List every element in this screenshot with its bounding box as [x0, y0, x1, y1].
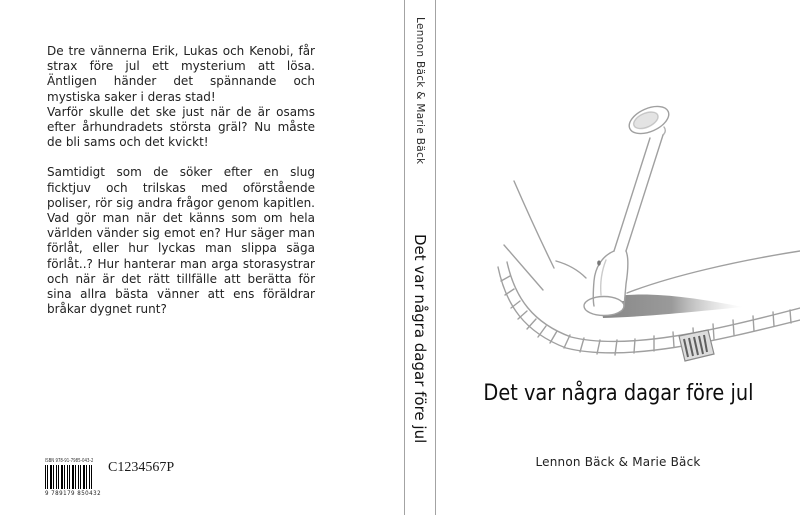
boot-rivet: [597, 260, 601, 265]
base-mound-line: [556, 261, 586, 278]
front-authors: Lennon Bäck & Marie Bäck: [535, 455, 701, 469]
spine-title: Det var några dagar före jul: [411, 234, 429, 444]
back-cover-blurb: [47, 44, 315, 317]
product-code: C1234567P: [108, 460, 175, 475]
post-head: [625, 101, 673, 139]
front-title: Det var några dagar före jul: [482, 381, 754, 406]
blurb-paragraph-1: De tre vännerna Erik, Lukas och Kenobi, får strax före jul ett mysterium att lösa. Äntligen händer det spännande och mystiska saker i deras stad!: [47, 44, 315, 104]
isbn-label: ISBN 978-91-7985-043-2: [45, 458, 94, 464]
barcode-digits: 9 789179 850432: [45, 490, 102, 497]
snowbank-line: [514, 181, 554, 268]
spine: [404, 0, 436, 515]
drain-grate: [679, 330, 714, 361]
barcode-block: [45, 458, 102, 497]
street-edge-line: [627, 251, 800, 293]
spine-authors: Lennon Bäck & Marie Bäck: [414, 17, 426, 165]
blurb-paragraph-3: Samtidigt som de söker efter en slug ficktjuv och trilskas med oförstående poliser, rör sig andra frågor genom kapitlen. Vad gör man när det känns som om hela världen vänder sig emot en? Hur säger man förlåt, eller hur lyckas man slippa säga förlåt..? Hur hanterar man arga storasystrar och när är det rätt tillfälle att berätta för sina allra bästa vänner att ens föräldrar bråkar dygnet runt?: [47, 165, 315, 317]
snow-mound-line: [504, 245, 543, 290]
blurb-paragraph-2: Varför skulle det ske just när de är osams efter århundradets största gräl? Nu måste de bli sams och det kvickt!: [47, 104, 315, 150]
barcode-image: [45, 465, 93, 489]
street-corner-pencil-sketch: [436, 55, 800, 385]
post-shaft: [626, 135, 663, 251]
front-cover: [436, 0, 800, 515]
